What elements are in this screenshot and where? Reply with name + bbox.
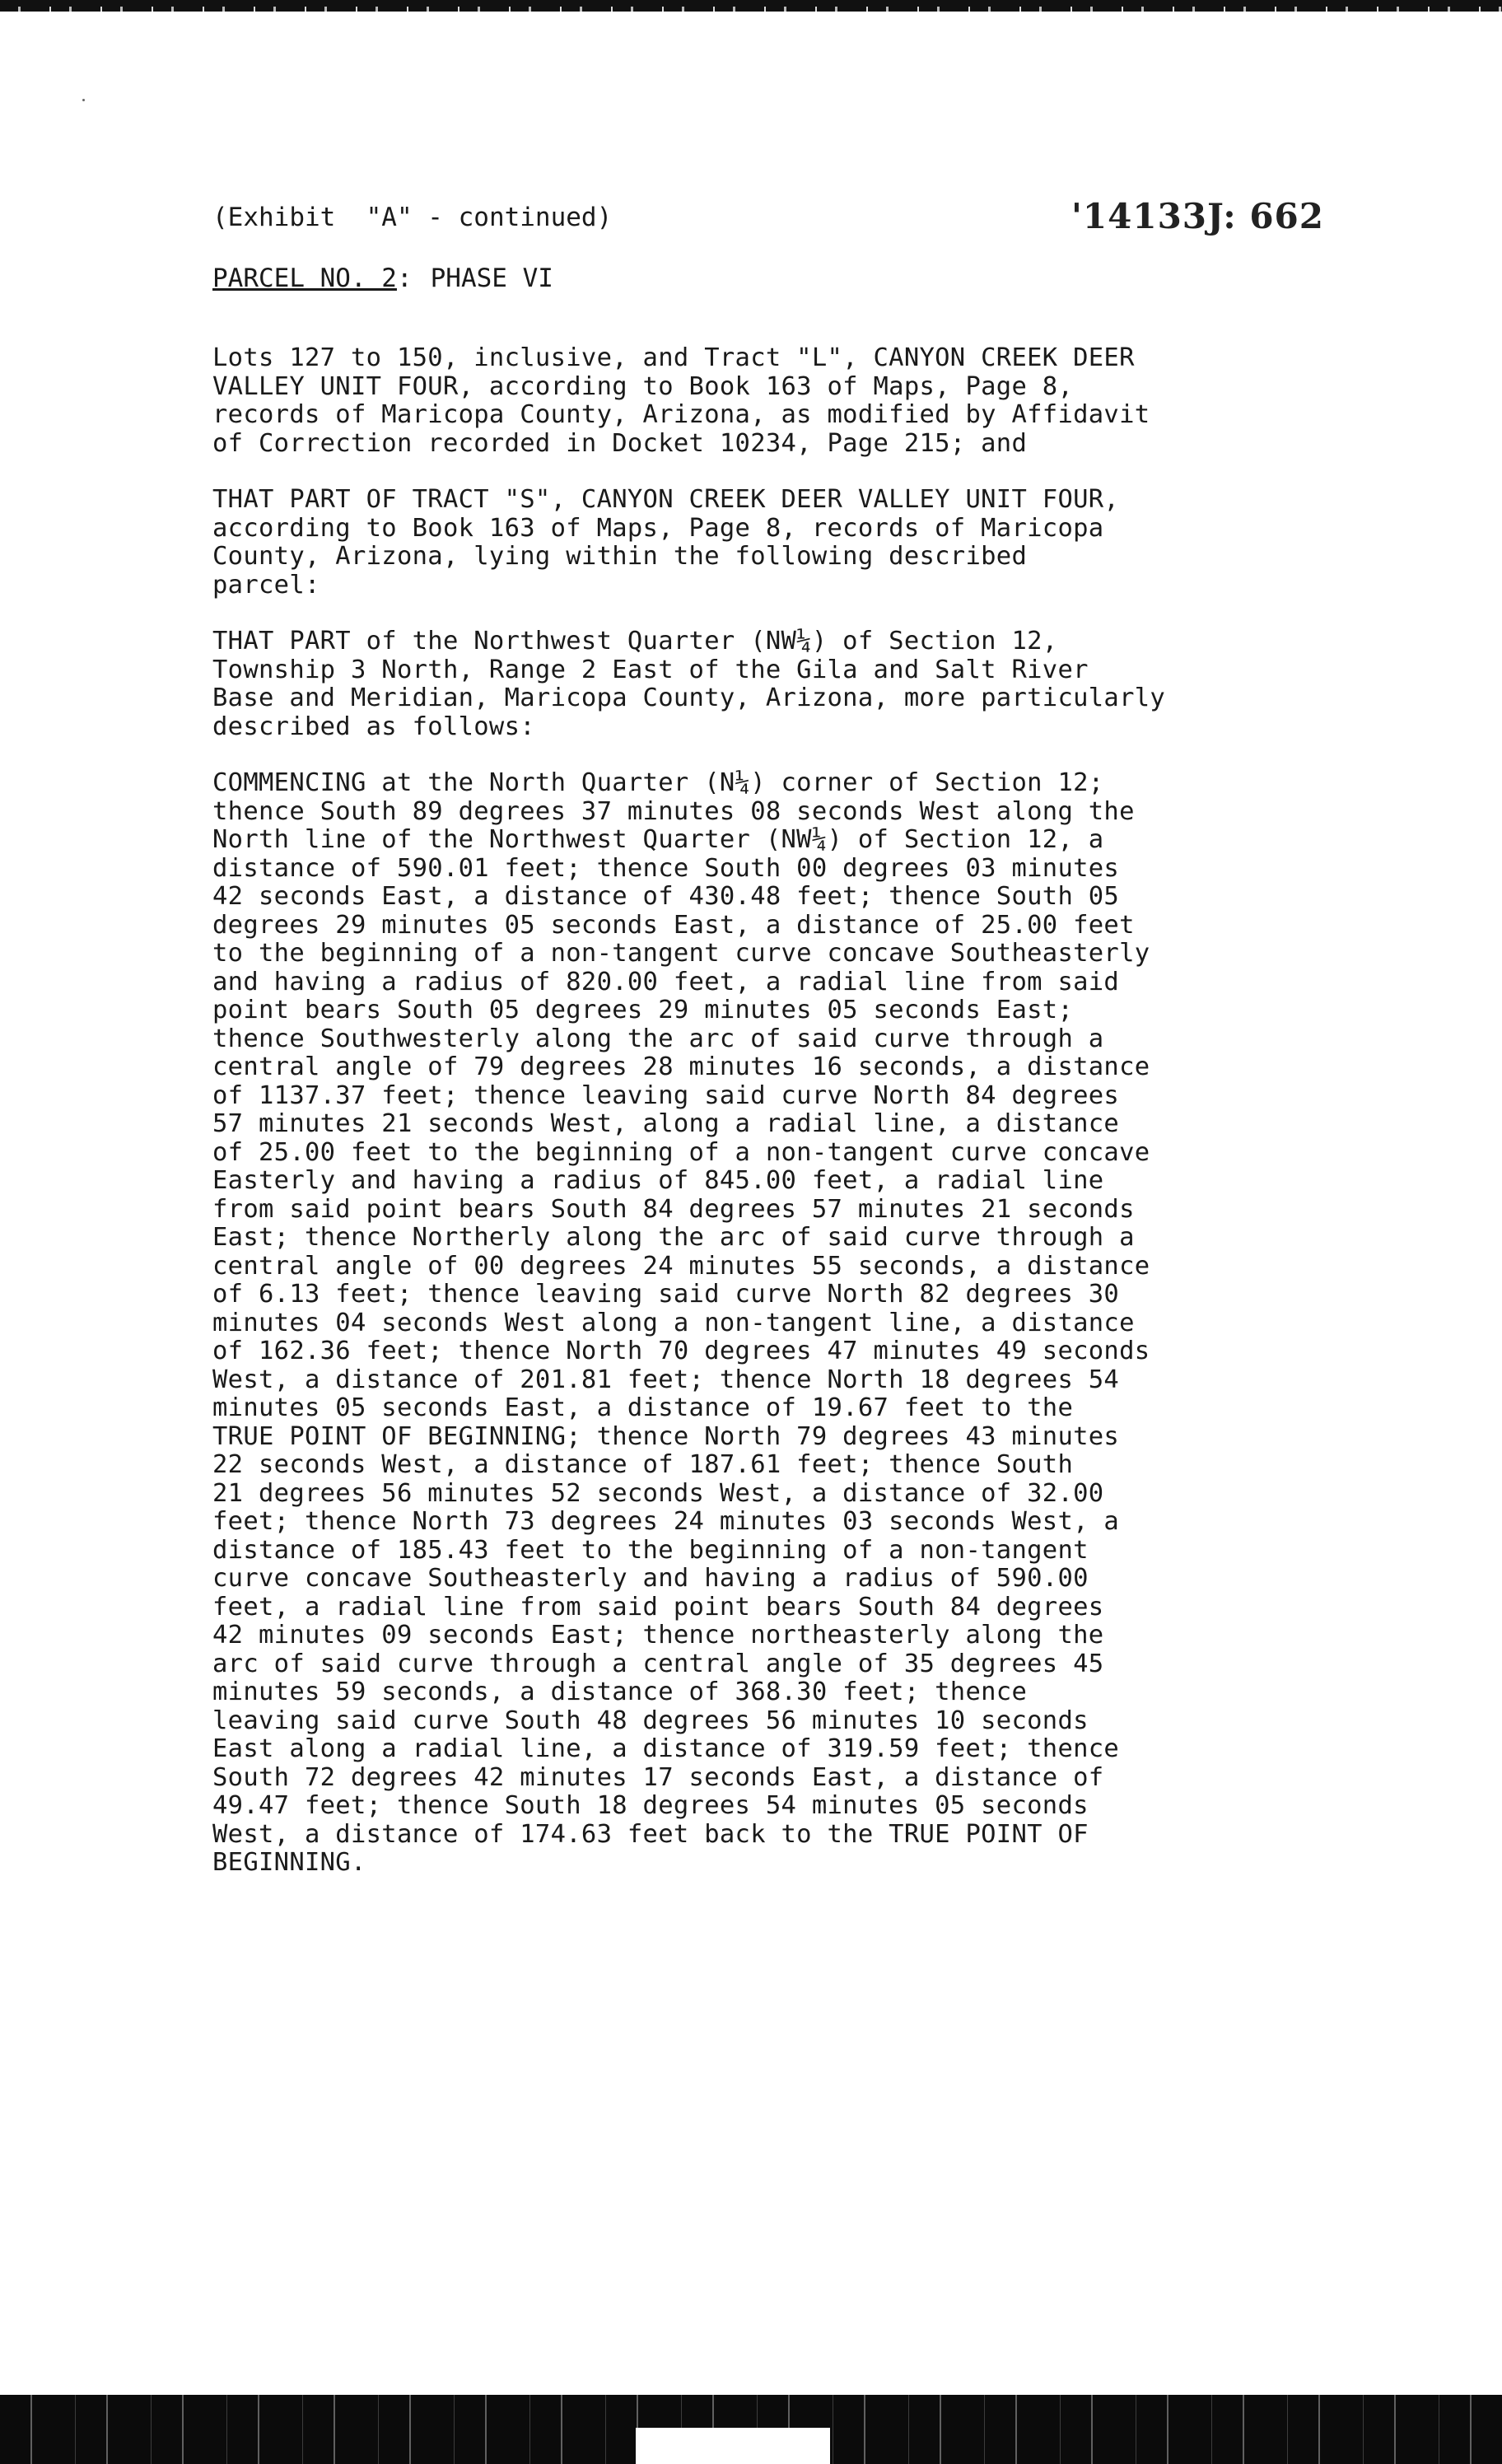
text-line: records of Maricopa County, Arizona, as modified by Affidavit	[212, 400, 1150, 429]
parcel-number: PARCEL NO. 2	[212, 264, 397, 293]
text-line: of 6.13 feet; thence leaving said curve North 82 degrees 30	[212, 1280, 1120, 1309]
text-line: from said point bears South 84 degrees 57 minutes 21 seconds	[212, 1194, 1135, 1224]
text-line: 57 minutes 21 seconds West, along a radial line, a distance	[212, 1109, 1120, 1138]
text-line: arc of said curve through a central angle of 35 degrees 45	[212, 1649, 1104, 1678]
parcel-phase: PHASE VI	[430, 264, 553, 293]
text-line: to the beginning of a non-tangent curve concave Southeasterly	[212, 939, 1150, 968]
text-line: BEGINNING.	[212, 1848, 366, 1877]
text-line: central angle of 00 degrees 24 minutes 55 seconds, a distance	[212, 1251, 1150, 1281]
text-line: of 1137.37 feet; thence leaving said curve North 84 degrees	[212, 1080, 1120, 1110]
text-line: feet, a radial line from said point bears South 84 degrees	[212, 1592, 1104, 1622]
text-line: South 72 degrees 42 minutes 17 seconds East, a distance of	[212, 1762, 1104, 1792]
text-line: according to Book 163 of Maps, Page 8, records of Maricopa	[212, 513, 1104, 543]
text-line: West, a distance of 174.63 feet back to the TRUE POINT OF	[212, 1819, 1089, 1849]
scan-gap	[636, 2428, 830, 2464]
lots-paragraph	[212, 344, 1398, 458]
text-line: 42 seconds East, a distance of 430.48 feet; thence South 05	[212, 882, 1120, 911]
text-line: East; thence Northerly along the arc of said curve through a	[212, 1223, 1135, 1252]
text-line: COMMENCING at the North Quarter (N¼) corner of Section 12;	[212, 768, 1104, 797]
text-line: 42 minutes 09 seconds East; thence northeasterly along the	[212, 1621, 1104, 1650]
text-line: degrees 29 minutes 05 seconds East, a distance of 25.00 feet	[212, 910, 1135, 940]
text-line: Easterly and having a radius of 845.00 feet, a radial line	[212, 1166, 1104, 1195]
text-line: thence Southwesterly along the arc of said curve through a	[212, 1024, 1104, 1053]
text-line: thence South 89 degrees 37 minutes 08 seconds West along the	[212, 796, 1135, 826]
scan-border-top	[0, 0, 1502, 12]
text-line: THAT PART of the Northwest Quarter (NW¼) of Section 12,	[212, 627, 1058, 656]
docket-page-stamp: '14133J: 662	[1071, 196, 1324, 236]
text-line: and having a radius of 820.00 feet, a radial line from said	[212, 967, 1120, 996]
text-line: North line of the Northwest Quarter (NW¼) of Section 12, a	[212, 825, 1104, 854]
text-line: minutes 59 seconds, a distance of 368.30 feet; thence	[212, 1678, 1028, 1706]
scan-speck	[82, 99, 85, 101]
text-line: of 25.00 feet to the beginning of a non-tangent curve concave	[212, 1137, 1150, 1167]
text-line: Lots 127 to 150, inclusive, and Tract "L", CANYON CREEK DEER	[212, 343, 1135, 372]
northwest-quarter-paragraph	[212, 628, 1398, 741]
text-line: feet; thence North 73 degrees 24 minutes 03 seconds West, a	[212, 1507, 1120, 1536]
page-header	[212, 196, 1324, 239]
text-line: Township 3 North, Range 2 East of the Gila and Salt River	[212, 655, 1089, 684]
text-line: distance of 590.01 feet; thence South 00 degrees 03 minutes	[212, 853, 1120, 883]
text-line: County, Arizona, lying within the following described	[212, 542, 1028, 571]
text-line: VALLEY UNIT FOUR, according to Book 163 of Maps, Page 8,	[212, 371, 1074, 401]
text-line: minutes 05 seconds East, a distance of 19.67 feet to the	[212, 1393, 1074, 1422]
text-line: distance of 185.43 feet to the beginning of a non-tangent	[212, 1535, 1089, 1565]
text-line: of Correction recorded in Docket 10234, Page 215; and	[212, 428, 1028, 458]
text-line: Base and Meridian, Maricopa County, Arizona, more particularly	[212, 684, 1166, 712]
text-line: West, a distance of 201.81 feet; thence North 18 degrees 54	[212, 1365, 1120, 1394]
text-line: East along a radial line, a distance of 319.59 feet; thence	[212, 1734, 1120, 1763]
tract-s-paragraph	[212, 486, 1398, 600]
text-line: parcel:	[212, 570, 320, 600]
text-line: curve concave Southeasterly and having a radius of 590.00	[212, 1564, 1089, 1593]
parcel-colon: :	[396, 264, 413, 293]
text-line: TRUE POINT OF BEGINNING; thence North 79 degrees 43 minutes	[212, 1421, 1120, 1451]
exhibit-continued-label: (Exhibit "A" - continued)	[212, 203, 613, 232]
text-line: leaving said curve South 48 degrees 56 minutes 10 seconds	[212, 1706, 1089, 1735]
text-line: described as follows:	[212, 712, 535, 741]
text-line: 22 seconds West, a distance of 187.61 feet; thence South	[212, 1450, 1074, 1479]
text-line: central angle of 79 degrees 28 minutes 16 seconds, a distance	[212, 1052, 1150, 1081]
text-line: 21 degrees 56 minutes 52 seconds West, a distance of 32.00	[212, 1478, 1104, 1508]
scan-border-bottom	[0, 2395, 1502, 2464]
parcel-heading	[212, 262, 553, 295]
metes-and-bounds-paragraph	[212, 769, 1398, 1878]
text-line: point bears South 05 degrees 29 minutes 05 seconds East;	[212, 996, 1074, 1024]
legal-description	[212, 344, 1398, 1906]
text-line: THAT PART OF TRACT "S", CANYON CREEK DEER VALLEY UNIT FOUR,	[212, 485, 1120, 514]
text-line: minutes 04 seconds West along a non-tangent line, a distance	[212, 1308, 1135, 1337]
text-line: of 162.36 feet; thence North 70 degrees 47 minutes 49 seconds	[212, 1337, 1150, 1365]
text-line: 49.47 feet; thence South 18 degrees 54 minutes 05 seconds	[212, 1791, 1089, 1820]
